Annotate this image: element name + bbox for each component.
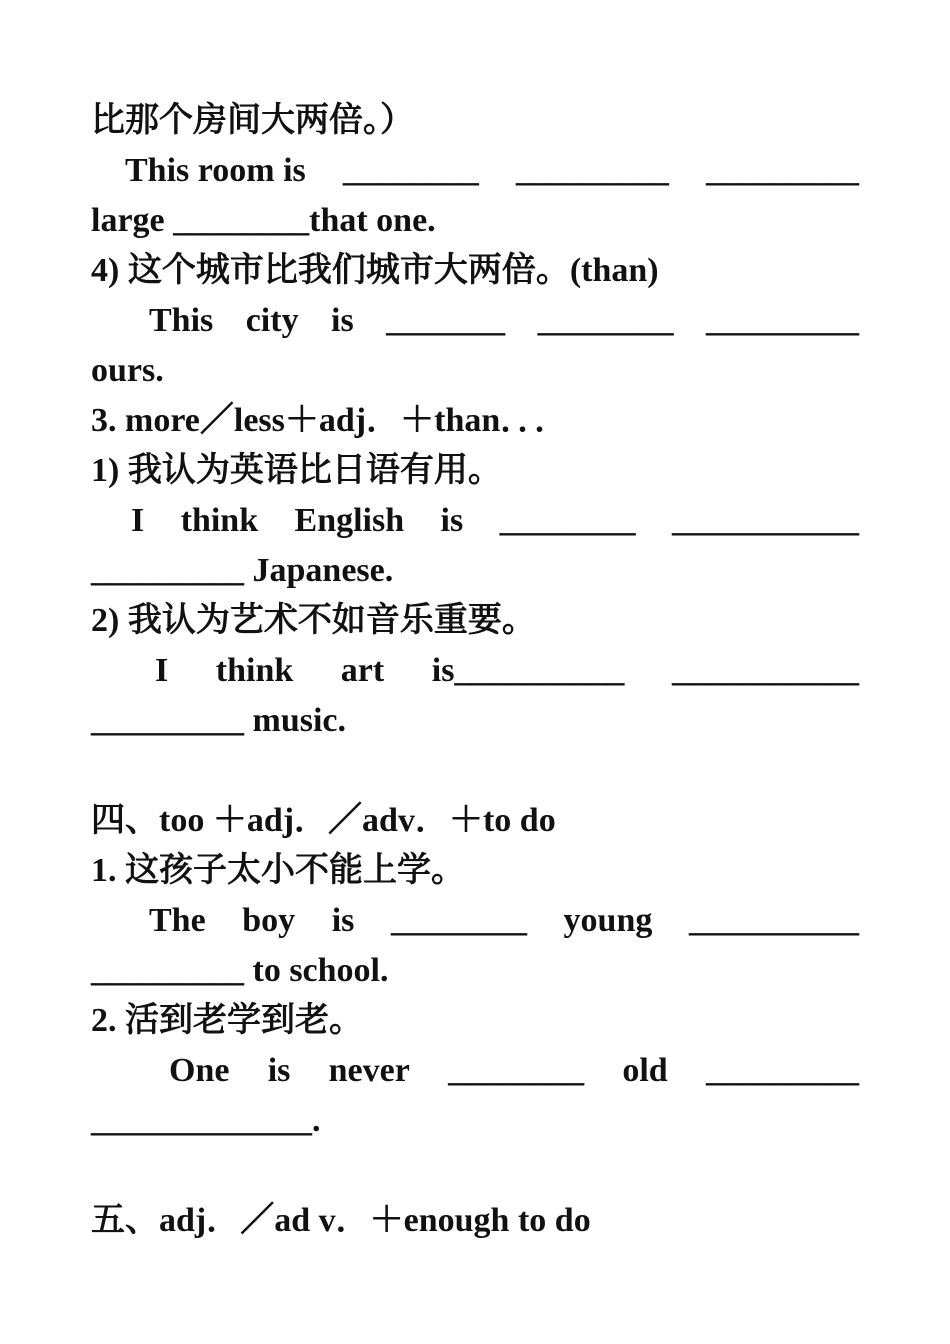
answer-blank: _________ <box>515 152 669 189</box>
text-line: 3. more／less＋adj．＋than．．． <box>91 402 569 439</box>
sentence-word: I <box>131 502 145 539</box>
text-line: 2) 我认为艺术不如音乐重要。 <box>91 602 536 639</box>
worksheet-page <box>91 96 859 1246</box>
exercise-answer-line <box>91 896 859 946</box>
spacer-line <box>91 1146 859 1196</box>
sentence-word: think <box>180 502 259 539</box>
answer-blank: ________ <box>537 302 674 339</box>
sentence-word: English <box>294 502 405 539</box>
text-line: 四、too ＋adj．／adv．＋to do <box>91 802 556 839</box>
sentence-word: boy <box>242 902 296 939</box>
answer-blank: ___________ <box>672 502 859 539</box>
sentence-word: city <box>245 302 299 339</box>
exercise-answer-line <box>91 146 859 196</box>
answer-blank: _________ <box>705 1052 859 1089</box>
sentence-word: The <box>149 902 206 939</box>
answer-blank: _________ <box>705 152 859 189</box>
text-line: _________ Japanese. <box>91 552 394 589</box>
sentence-word: I <box>155 652 169 689</box>
text-line: _____________. <box>91 1102 321 1139</box>
text-line: 1. 这孩子太小不能上学。 <box>91 852 465 889</box>
sentence-word: This <box>149 302 214 339</box>
exercise-answer-line <box>91 646 859 696</box>
sentence-word: is <box>440 502 464 539</box>
spacer-line <box>91 746 859 796</box>
sentence-word: never <box>328 1052 410 1089</box>
exercise-answer-line <box>91 496 859 546</box>
sentence-word: is <box>331 302 354 339</box>
text-line: 4) 这个城市比我们城市大两倍。(than) <box>91 252 659 289</box>
answer-blank: ________ <box>342 152 479 189</box>
text-line: _________ to school. <box>91 952 389 989</box>
text-line: 1) 我认为英语比日语有用。 <box>91 452 502 489</box>
sentence-word: This room is <box>125 152 306 189</box>
sentence-word: is <box>267 1052 291 1089</box>
text-line: 五、adj．／ad v．＋enough to do <box>91 1202 591 1239</box>
answer-blank: ___________ <box>671 652 859 689</box>
exercise-answer-line <box>91 296 859 346</box>
sentence-word: think <box>215 652 294 689</box>
text-line: 2. 活到老学到老。 <box>91 1002 363 1039</box>
text-line: ours. <box>91 352 164 389</box>
text-line: large ________that one. <box>91 202 436 239</box>
sentence-word: One <box>169 1052 230 1089</box>
answer-blank: ________ <box>448 1052 585 1089</box>
answer-blank: _________ <box>706 302 859 339</box>
sentence-word: is__________ <box>431 652 625 689</box>
sentence-word: young <box>563 902 653 939</box>
exercise-answer-line <box>91 1046 859 1096</box>
text-line: 比那个房间大两倍。） <box>91 102 414 139</box>
sentence-word: old <box>622 1052 668 1089</box>
answer-blank: ________ <box>499 502 636 539</box>
sentence-word: is <box>331 902 355 939</box>
answer-blank: _______ <box>386 302 506 339</box>
answer-blank: ________ <box>390 902 527 939</box>
sentence-word: art <box>340 652 385 689</box>
answer-blank: __________ <box>688 902 859 939</box>
text-line: _________ music. <box>91 702 346 739</box>
